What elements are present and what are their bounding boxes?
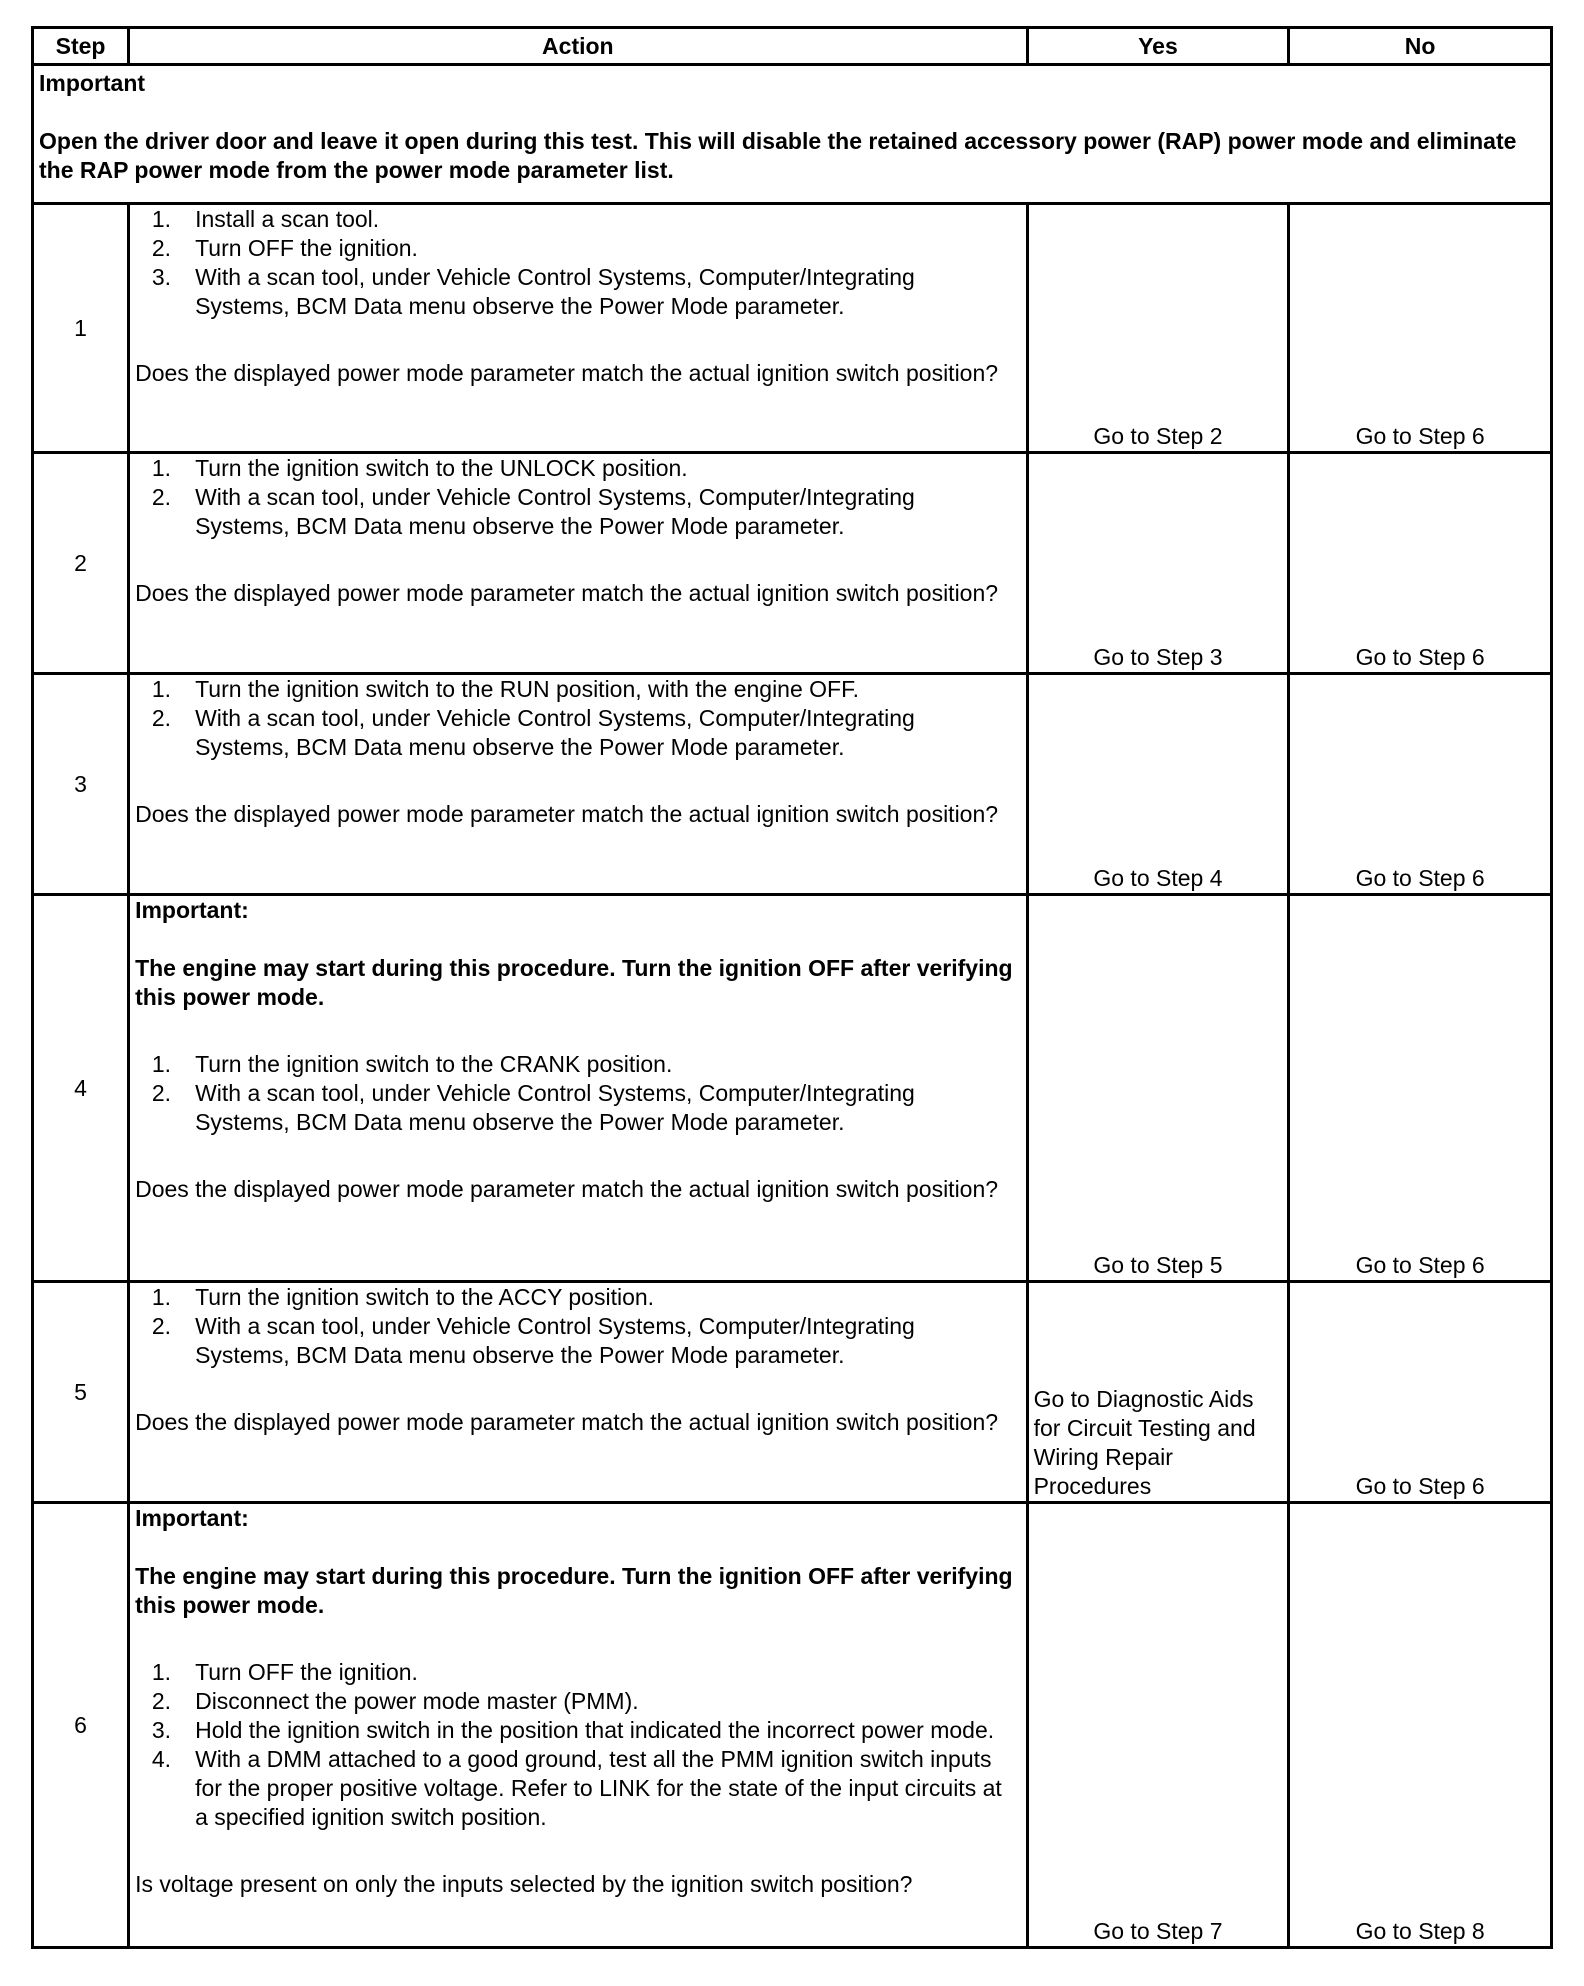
list-number: 2. [151, 1688, 172, 1714]
list-text: Disconnect the power mode master (PMM). [195, 1688, 639, 1714]
question-text: Does the displayed power mode parameter match the actual ignition switch position? [135, 801, 999, 827]
list-number: 2. [151, 484, 172, 510]
list-item [135, 1658, 1021, 1687]
list-number: 2. [151, 1313, 172, 1339]
question-text: Does the displayed power mode parameter match the actual ignition switch position? [135, 360, 999, 386]
important-title: Important: [135, 897, 249, 923]
list-number: 3. [151, 264, 172, 290]
yes-cell: Go to Step 3 [1027, 453, 1289, 674]
list-number: 2. [151, 235, 172, 261]
list-item [135, 234, 1021, 263]
table-row [33, 674, 1552, 895]
step-number: 4 [33, 895, 129, 1282]
action-cell [129, 1503, 1028, 1948]
list-text: Hold the ignition switch in the position that indicated the incorrect power mode. [195, 1717, 995, 1743]
list-number: 3. [151, 1717, 172, 1743]
list-text: Turn the ignition switch to the RUN position, with the engine OFF. [195, 676, 859, 702]
top-important-title: Important [39, 70, 146, 96]
list-number: 4. [151, 1746, 172, 1772]
question-text: Is voltage present on only the inputs selected by the ignition switch position? [135, 1871, 913, 1897]
action-cell [129, 895, 1028, 1282]
question-text: Does the displayed power mode parameter match the actual ignition switch position? [135, 1176, 999, 1202]
top-important-cell [33, 65, 1552, 204]
important-text: The engine may start during this procedure. Turn the ignition OFF after verifying this power mode. [135, 1563, 1013, 1618]
list-text: Turn the ignition switch to the CRANK position. [195, 1051, 673, 1077]
no-cell: Go to Step 6 [1289, 895, 1552, 1282]
list-item [135, 1050, 1021, 1079]
diagnostic-table-container [31, 26, 1553, 1949]
list-item [135, 675, 1021, 704]
header-action: Action [129, 28, 1028, 65]
yes-cell: Go to Step 5 [1027, 895, 1289, 1282]
action-cell [129, 453, 1028, 674]
list-item [135, 454, 1021, 483]
list-number: 1. [151, 206, 172, 232]
header-no: No [1289, 28, 1552, 65]
no-cell: Go to Step 6 [1289, 204, 1552, 453]
list-item [135, 205, 1021, 234]
yes-cell: Go to Step 4 [1027, 674, 1289, 895]
list-number: 1. [151, 455, 172, 481]
list-text: Install a scan tool. [195, 206, 380, 232]
step-number: 1 [33, 204, 129, 453]
yes-cell: Go to Step 7 [1027, 1503, 1289, 1948]
question-text: Does the displayed power mode parameter match the actual ignition switch position? [135, 580, 999, 606]
list-item [135, 1312, 1021, 1370]
list-item [135, 704, 1021, 762]
table-row [33, 1503, 1552, 1948]
list-item [135, 1283, 1021, 1312]
list-text: With a scan tool, under Vehicle Control Systems, Computer/Integrating Systems, BCM Data menu observe the Power Mode parameter. [195, 1080, 915, 1135]
list-number: 1. [151, 1284, 172, 1310]
list-text: Turn the ignition switch to the ACCY position. [195, 1284, 655, 1310]
no-cell: Go to Step 6 [1289, 453, 1552, 674]
list-item [135, 1716, 1021, 1745]
action-list [135, 205, 1021, 321]
list-item [135, 1079, 1021, 1137]
list-text: With a scan tool, under Vehicle Control Systems, Computer/Integrating Systems, BCM Data menu observe the Power Mode parameter. [195, 705, 915, 760]
table-row [33, 895, 1552, 1282]
action-cell [129, 1282, 1028, 1503]
action-cell [129, 674, 1028, 895]
step-number: 2 [33, 453, 129, 674]
list-number: 1. [151, 1051, 172, 1077]
list-text: With a DMM attached to a good ground, test all the PMM ignition switch inputs for the proper positive voltage. Refer to LINK for the state of the input circuits at a specified ignition switch position. [195, 1746, 1002, 1830]
table-row [33, 453, 1552, 674]
header-row [33, 28, 1552, 65]
step-number: 6 [33, 1503, 129, 1948]
important-title: Important: [135, 1505, 249, 1531]
list-text: With a scan tool, under Vehicle Control Systems, Computer/Integrating Systems, BCM Data menu observe the Power Mode parameter. [195, 1313, 915, 1368]
no-cell: Go to Step 6 [1289, 1282, 1552, 1503]
question-text: Does the displayed power mode parameter match the actual ignition switch position? [135, 1409, 999, 1435]
list-number: 1. [151, 1659, 172, 1685]
yes-cell: Go to Step 2 [1027, 204, 1289, 453]
action-list [135, 1658, 1021, 1832]
action-cell [129, 204, 1028, 453]
list-text: Turn the ignition switch to the UNLOCK position. [195, 455, 688, 481]
important-text: The engine may start during this procedure. Turn the ignition OFF after verifying this power mode. [135, 955, 1013, 1010]
top-important-text: Open the driver door and leave it open during this test. This will disable the retained accessory power (RAP) power mode and eliminate the RAP power mode from the power mode parameter list. [39, 128, 1517, 183]
list-item [135, 483, 1021, 541]
yes-cell: Go to Diagnostic Aids for Circuit Testing and Wiring Repair Procedures [1027, 1282, 1289, 1503]
no-cell: Go to Step 8 [1289, 1503, 1552, 1948]
step-number: 5 [33, 1282, 129, 1503]
list-number: 2. [151, 705, 172, 731]
top-important-row [33, 65, 1552, 204]
action-list [135, 1050, 1021, 1137]
header-step: Step [33, 28, 129, 65]
list-text: Turn OFF the ignition. [195, 1659, 418, 1685]
table-row [33, 204, 1552, 453]
action-list [135, 675, 1021, 762]
list-number: 2. [151, 1080, 172, 1106]
list-text: Turn OFF the ignition. [195, 235, 418, 261]
step-number: 3 [33, 674, 129, 895]
table-row [33, 1282, 1552, 1503]
list-item [135, 263, 1021, 321]
list-item [135, 1687, 1021, 1716]
action-list [135, 454, 1021, 541]
list-number: 1. [151, 676, 172, 702]
action-list [135, 1283, 1021, 1370]
diagnostic-table [31, 26, 1553, 1949]
header-yes: Yes [1027, 28, 1289, 65]
list-item [135, 1745, 1021, 1832]
list-text: With a scan tool, under Vehicle Control Systems, Computer/Integrating Systems, BCM Data menu observe the Power Mode parameter. [195, 264, 915, 319]
no-cell: Go to Step 6 [1289, 674, 1552, 895]
list-text: With a scan tool, under Vehicle Control Systems, Computer/Integrating Systems, BCM Data menu observe the Power Mode parameter. [195, 484, 915, 539]
